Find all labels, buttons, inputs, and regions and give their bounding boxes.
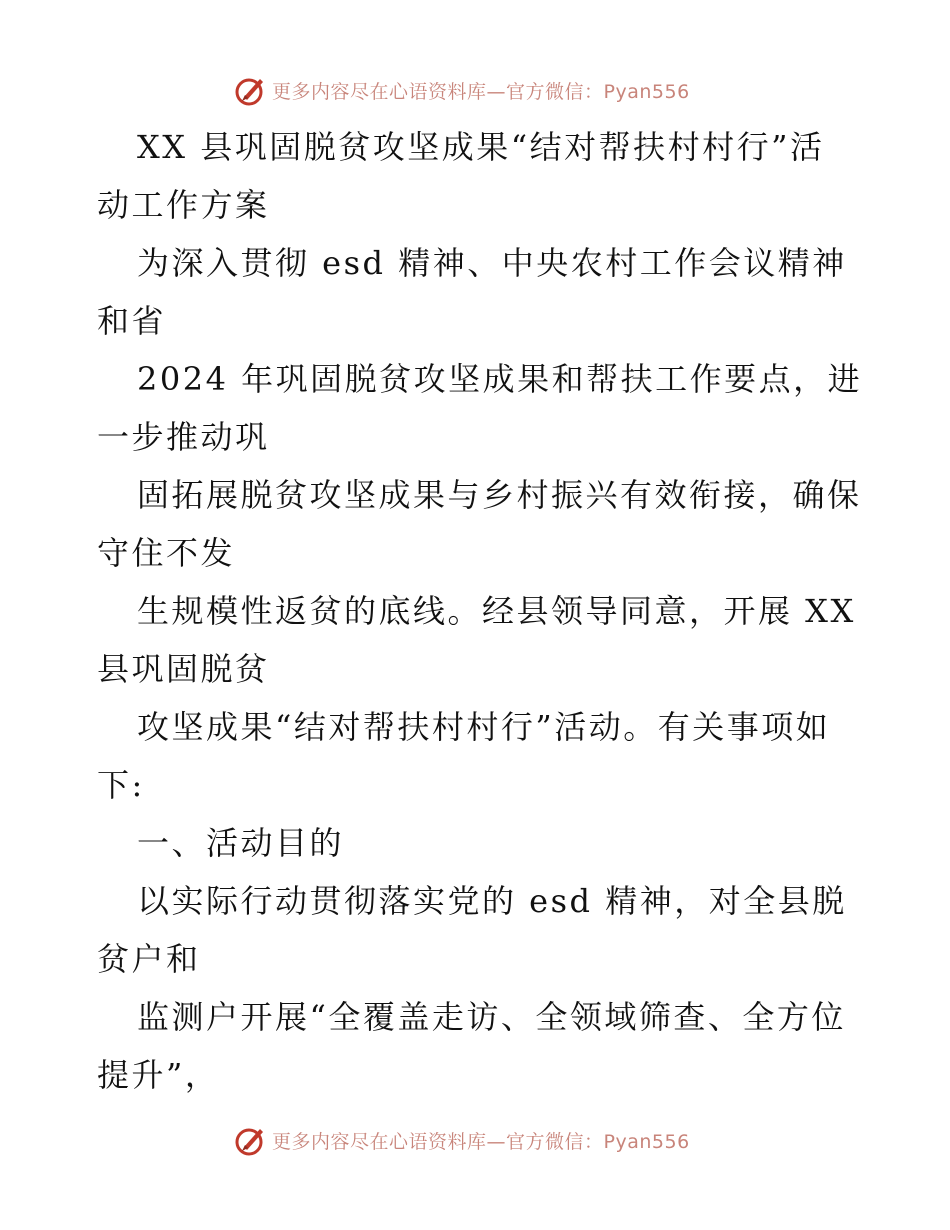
doc-line: 为深入贯彻 esd 精神、中央农村工作会议精神 [137,244,847,282]
doc-line: 贫户和 [97,940,201,978]
doc-line: 一步推动巩 [97,418,270,456]
doc-line: 以实际行动贯彻落实党的 esd 精神，对全县脱 [137,882,847,920]
doc-line: 攻坚成果“结对帮扶村村行”活动。有关事项如 [137,708,831,746]
doc-line: 下: [97,766,145,804]
header-watermark [234,70,754,110]
doc-line: 生规模性返贫的底线。经县领导同意，开展 XX [137,592,856,630]
doc-line: 固拓展脱贫攻坚成果与乡村振兴有效衔接，确保 [137,476,862,514]
document-body [97,118,863,1104]
section-heading: 一、活动目的 [137,824,345,862]
doc-line: 提升”， [97,1056,220,1094]
footer-watermark [234,1120,754,1160]
doc-line: 2024 年巩固脱贫攻坚成果和帮扶工作要点，进 [137,360,863,398]
watermark-text: 更多内容尽在心语资料库—官方微信：Pyan556 [272,1130,690,1153]
watermark-text: 更多内容尽在心语资料库—官方微信：Pyan556 [272,80,690,103]
doc-line: 动工作方案 [97,186,270,224]
doc-line: 监测户开展“全覆盖走访、全领域筛查、全方位 [137,998,846,1036]
doc-line: 和省 [97,302,167,340]
quill-logo-icon [234,1123,268,1157]
quill-logo-icon [234,73,268,107]
doc-line: XX 县巩固脱贫攻坚成果“结对帮扶村村行”活 [137,128,825,166]
doc-line: 守住不发 [97,534,236,572]
doc-line: 县巩固脱贫 [97,650,270,688]
